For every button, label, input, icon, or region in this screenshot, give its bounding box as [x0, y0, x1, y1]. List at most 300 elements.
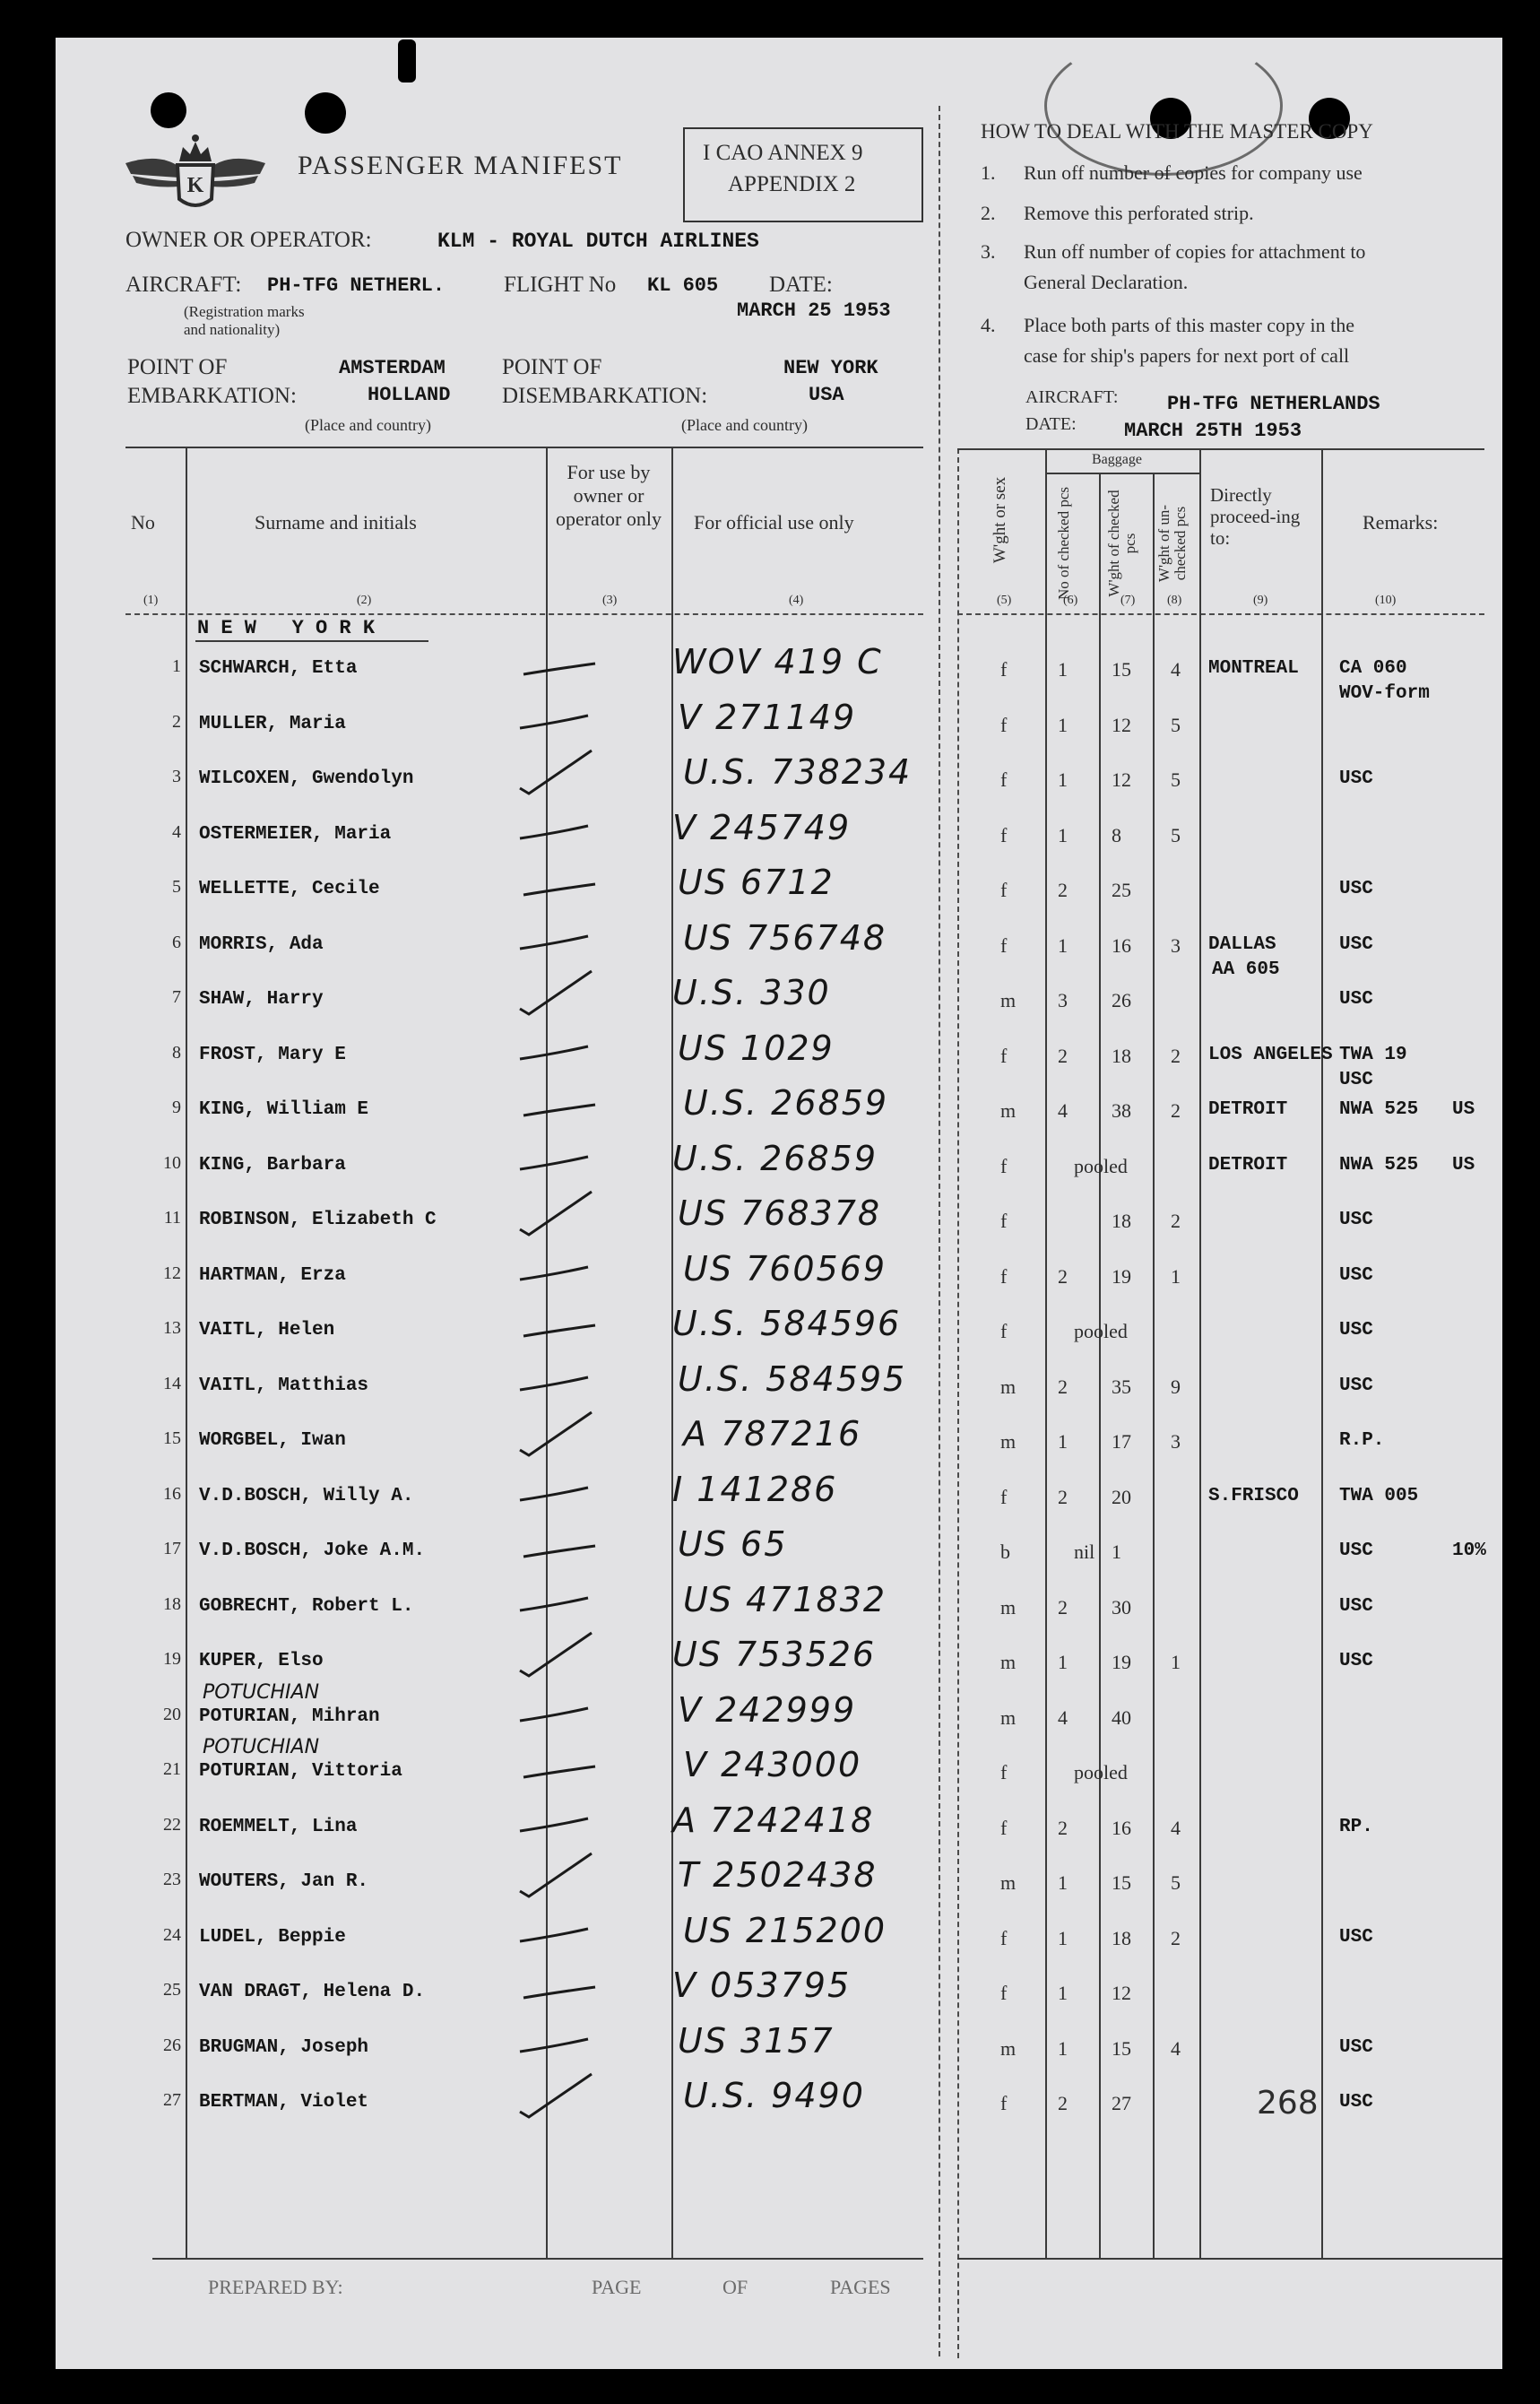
passenger-name: KUPER, Elso — [199, 1651, 324, 1671]
checked-pieces: 1 — [1058, 824, 1068, 846]
sex-value: f — [1000, 824, 1008, 846]
disembarkation-city: NEW YORK — [783, 357, 878, 379]
proceeding-to: DETROIT — [1208, 1155, 1288, 1176]
passenger-name: VAN DRAGT, Helena D. — [199, 1982, 426, 2002]
punch-hole — [305, 92, 346, 134]
footer-rule — [152, 2258, 923, 2260]
remarks-value: USC — [1339, 2037, 1373, 2058]
official-number: U.S. 584596 — [672, 1304, 902, 1343]
sex-value: f — [1000, 1982, 1008, 2004]
instruction-text: Remove this perforated strip. — [1024, 202, 1254, 224]
passenger-name: VAITL, Helen — [199, 1320, 335, 1341]
column-divider — [1045, 448, 1047, 2258]
instruction-text: Place both parts of this master copy in the — [1024, 314, 1355, 336]
check-mark — [502, 2012, 601, 2066]
row-number: 2 — [172, 712, 181, 732]
official-number: US 6712 — [678, 863, 835, 902]
column-number-rule — [957, 613, 1484, 615]
sex-value: f — [1000, 1761, 1008, 1783]
checked-pieces: 2 — [1058, 1596, 1068, 1619]
passenger-name: BERTMAN, Violet — [199, 2092, 369, 2113]
official-number: US 768378 — [678, 1193, 882, 1233]
check-mark — [502, 1295, 601, 1349]
date-value: MARCH 25 1953 — [737, 299, 891, 322]
official-number: U.S. 9490 — [683, 2076, 865, 2115]
instructions-date-label: DATE: — [1025, 414, 1077, 434]
passenger-name: SHAW, Harry — [199, 989, 324, 1010]
official-number: U.S. 26859 — [672, 1139, 878, 1178]
aircraft-value: PH-TFG NETHERL. — [267, 274, 446, 297]
column-divider — [1153, 473, 1155, 2258]
checked-pieces: 1 — [1058, 1927, 1068, 1949]
check-mark — [502, 1461, 601, 1514]
column-divider — [1321, 448, 1323, 2258]
flight-value: KL 605 — [647, 274, 719, 297]
date-label: DATE: — [769, 273, 833, 297]
checked-weight: 40 — [1112, 1706, 1131, 1729]
instructions-aircraft-label: AIRCRAFT: — [1025, 387, 1119, 407]
row-number: 7 — [172, 987, 181, 1007]
official-number: US 471832 — [683, 1580, 887, 1619]
sex-value: b — [1000, 1540, 1010, 1563]
embarkation-city: AMSTERDAM — [339, 357, 446, 379]
remarks-value: USC — [1339, 1651, 1373, 1671]
unchecked-weight: 1 — [1171, 1265, 1181, 1288]
passenger-name: WILCOXEN, Gwendolyn — [199, 768, 414, 789]
official-number: T 2502438 — [678, 1855, 878, 1895]
check-mark — [502, 1130, 601, 1184]
disembarkation-country: USA — [809, 384, 844, 406]
check-mark — [502, 1736, 601, 1790]
proceeding-to: MONTREAL — [1208, 658, 1299, 679]
sex-value: f — [1000, 1927, 1008, 1949]
checked-weight: 38 — [1112, 1099, 1131, 1122]
col-header-proceeding: Directly proceed-ing to: — [1210, 484, 1301, 549]
col-num: (8) — [1167, 594, 1182, 607]
official-number: A 787216 — [683, 1414, 862, 1454]
remarks-value: USC — [1339, 1540, 1373, 1561]
sex-value: f — [1000, 658, 1008, 681]
checked-weight: 1 — [1112, 1540, 1121, 1563]
checked-weight: 15 — [1112, 1871, 1131, 1894]
passenger-name: WELLETTE, Cecile — [199, 879, 380, 899]
row-number: 23 — [163, 1870, 181, 1889]
col-header-baggage: Baggage — [1092, 452, 1142, 467]
sex-value: f — [1000, 768, 1008, 791]
instruction-num: 4. — [981, 314, 996, 336]
col-num: (10) — [1375, 594, 1397, 607]
disembarkation-label: POINT OF — [502, 355, 602, 379]
check-mark — [502, 964, 601, 1018]
unchecked-weight: 4 — [1171, 2037, 1181, 2060]
checked-weight: 26 — [1112, 989, 1131, 1011]
unchecked-weight: 1 — [1171, 1651, 1181, 1673]
check-mark — [502, 1350, 601, 1404]
official-number: US 215200 — [683, 1911, 887, 1950]
remarks-extra: WOV-form — [1339, 683, 1430, 704]
row-number: 16 — [163, 1484, 181, 1504]
col-header-owner: For use by owner or operator only — [556, 461, 662, 530]
section-heading: N E W Y O R K — [197, 617, 376, 639]
sex-value: f — [1000, 1155, 1008, 1177]
checked-weight: 8 — [1112, 824, 1121, 846]
col-header-unchecked-weight: W'ght of un-checked pcs — [1155, 504, 1189, 583]
unchecked-weight: 3 — [1171, 934, 1181, 957]
row-number: 17 — [163, 1539, 181, 1558]
checked-pieces: 1 — [1058, 658, 1068, 681]
sex-value: f — [1000, 934, 1008, 957]
row-number: 20 — [163, 1705, 181, 1724]
col-header-official: For official use only — [694, 511, 854, 534]
row-number: 10 — [163, 1153, 181, 1173]
official-number: I 141286 — [672, 1470, 838, 1509]
checked-weight: 27 — [1112, 2092, 1131, 2114]
official-number: U.S. 738234 — [683, 752, 913, 792]
remarks-value: R.P. — [1339, 1430, 1385, 1451]
remarks-value: NWA 525 — [1339, 1155, 1419, 1176]
punch-mark — [398, 39, 416, 82]
pages-label: PAGES — [830, 2276, 891, 2298]
checked-pieces: 4 — [1058, 1706, 1068, 1729]
sex-value: f — [1000, 879, 1008, 901]
checked-weight: 16 — [1112, 934, 1131, 957]
remarks-extra: USC — [1339, 1070, 1373, 1090]
instruction-num: 3. — [981, 240, 996, 263]
check-mark — [502, 909, 601, 963]
col-header-sex: W'ght or sex — [991, 476, 1009, 564]
check-mark — [502, 1792, 601, 1845]
checked-pieces: 1 — [1058, 2037, 1068, 2060]
checked-pieces: 2 — [1058, 879, 1068, 901]
official-number: A 7242418 — [672, 1801, 875, 1840]
sex-value: f — [1000, 714, 1008, 736]
prepared-by-label: PREPARED BY: — [208, 2276, 343, 2298]
place-note: (Place and country) — [305, 416, 431, 434]
row-number: 8 — [172, 1043, 181, 1063]
of-label: OF — [722, 2276, 748, 2298]
checked-weight: 30 — [1112, 1596, 1131, 1619]
official-number: US 756748 — [683, 918, 887, 958]
checked-pieces: 1 — [1058, 768, 1068, 791]
remarks-value: TWA 005 — [1339, 1486, 1419, 1506]
remarks-value: USC — [1339, 1265, 1373, 1286]
disembarkation-label: DISEMBARKATION: — [502, 384, 708, 408]
icao-appendix: APPENDIX 2 — [728, 172, 856, 196]
instruction-text: case for ship's papers for next port of call — [1024, 344, 1350, 367]
checked-pieces: 1 — [1058, 1430, 1068, 1453]
row-number: 21 — [163, 1759, 181, 1779]
sex-value: f — [1000, 2092, 1008, 2114]
passenger-name: FROST, Mary E — [199, 1045, 346, 1065]
checked-pieces: 2 — [1058, 1817, 1068, 1839]
checked-weight: 16 — [1112, 1817, 1131, 1839]
check-mark — [502, 743, 601, 797]
col-num: (5) — [997, 594, 1012, 607]
row-number: 3 — [172, 767, 181, 786]
perforation-line — [939, 106, 940, 2356]
passenger-name: OSTERMEIER, Maria — [199, 824, 392, 845]
row-number: 27 — [163, 2090, 181, 2110]
unchecked-weight: 5 — [1171, 768, 1181, 791]
sex-value: m — [1000, 989, 1017, 1011]
klm-crown-logo — [124, 126, 267, 215]
column-divider — [1199, 448, 1201, 2258]
punch-hole — [151, 92, 186, 128]
remarks-value: USC — [1339, 1927, 1373, 1948]
page-total: 268 — [1257, 2085, 1319, 2122]
col-num: (6) — [1063, 594, 1078, 607]
baggage-rule — [1045, 473, 1199, 474]
check-mark — [502, 854, 601, 907]
checked-weight: 19 — [1112, 1651, 1131, 1673]
aircraft-label: AIRCRAFT: — [125, 273, 242, 297]
passenger-name: ROBINSON, Elizabeth C — [199, 1210, 437, 1230]
sex-value: m — [1000, 1376, 1017, 1398]
proceeding-to: LOS ANGELES — [1208, 1045, 1333, 1065]
instruction-num: 2. — [981, 202, 996, 224]
instruction-text: Run off number of copies for attachment to — [1024, 240, 1366, 263]
col-num: (9) — [1253, 594, 1268, 607]
icao-annex: I CAO ANNEX 9 — [703, 141, 863, 165]
col-header-name: Surname and initials — [255, 511, 417, 534]
passenger-name: VAITL, Matthias — [199, 1376, 369, 1396]
official-number: U.S. 330 — [672, 973, 831, 1012]
page-title: PASSENGER MANIFEST — [298, 151, 623, 180]
checked-weight: 20 — [1112, 1486, 1131, 1508]
sex-value: f — [1000, 1045, 1008, 1067]
proceeding-to: S.FRISCO — [1208, 1486, 1299, 1506]
passenger-name: BRUGMAN, Joseph — [199, 2037, 369, 2058]
passenger-name: HARTMAN, Erza — [199, 1265, 346, 1286]
unchecked-weight: 5 — [1171, 714, 1181, 736]
row-number: 6 — [172, 933, 181, 952]
remarks-value: CA 060 — [1339, 658, 1407, 679]
remarks-value: USC — [1339, 2092, 1373, 2113]
col-header-remarks: Remarks: — [1363, 511, 1439, 534]
instructions-aircraft-value: PH-TFG NETHERLANDS — [1167, 393, 1380, 415]
remarks-value: NWA 525 — [1339, 1099, 1419, 1120]
passenger-name: WORGBEL, Iwan — [199, 1430, 346, 1451]
check-mark — [502, 1515, 601, 1569]
official-stamp-circle — [1044, 36, 1283, 176]
unchecked-weight: 2 — [1171, 1927, 1181, 1949]
owner-label: OWNER OR OPERATOR: — [125, 228, 372, 252]
sex-value: f — [1000, 1486, 1008, 1508]
col-num: (4) — [789, 594, 804, 607]
row-number: 4 — [172, 822, 181, 842]
checked-weight: 15 — [1112, 658, 1131, 681]
row-number: 1 — [172, 656, 181, 676]
check-mark — [502, 1240, 601, 1294]
col-header-checked-pcs: No of checked pcs — [1055, 486, 1072, 601]
checked-weight: 18 — [1112, 1045, 1131, 1067]
checked-pieces: 1 — [1058, 1871, 1068, 1894]
remarks-value: USC — [1339, 1320, 1373, 1341]
col-num: (1) — [143, 594, 159, 607]
checked-pieces: 2 — [1058, 2092, 1068, 2114]
aircraft-note: and nationality) — [184, 321, 281, 338]
checked-weight: 17 — [1112, 1430, 1131, 1453]
instructions-date-value: MARCH 25TH 1953 — [1124, 420, 1302, 442]
passenger-name: SCHWARCH, Etta — [199, 658, 358, 679]
checked-weight: 25 — [1112, 879, 1131, 901]
official-number: V 053795 — [672, 1966, 852, 2005]
remarks-value: USC — [1339, 1596, 1373, 1617]
svg-text:K: K — [186, 174, 204, 197]
passenger-name: ROEMMELT, Lina — [199, 1817, 358, 1837]
col-num: (3) — [602, 594, 618, 607]
row-number: 18 — [163, 1594, 181, 1614]
instruction-text: General Declaration. — [1024, 271, 1189, 293]
row-number: 5 — [172, 877, 181, 897]
row-number: 12 — [163, 1263, 181, 1283]
unchecked-weight: 5 — [1171, 824, 1181, 846]
place-note: (Place and country) — [681, 416, 808, 434]
perforation-line — [957, 448, 959, 2358]
remarks-extra: US — [1452, 1155, 1475, 1176]
passenger-name: KING, Barbara — [199, 1155, 346, 1176]
passenger-name: V.D.BOSCH, Willy A. — [199, 1486, 414, 1506]
flight-label: FLIGHT No — [504, 273, 617, 297]
passenger-name: POTURIAN, Vittoria — [199, 1761, 402, 1782]
sex-value: m — [1000, 1871, 1017, 1894]
remarks-value: USC — [1339, 989, 1373, 1010]
unchecked-weight: 5 — [1171, 1871, 1181, 1894]
unchecked-weight: 9 — [1171, 1376, 1181, 1398]
section-underline — [195, 640, 428, 642]
check-mark — [502, 799, 601, 853]
row-number: 15 — [163, 1428, 181, 1448]
instruction-text: Run off number of copies for company use — [1024, 161, 1363, 184]
checked-weight: 19 — [1112, 1265, 1131, 1288]
table-top-rule — [957, 448, 1484, 450]
row-number: 22 — [163, 1815, 181, 1835]
official-number: V 243000 — [683, 1745, 862, 1784]
check-mark — [502, 1074, 601, 1128]
proceeding-to: DETROIT — [1208, 1099, 1288, 1120]
checked-pieces: pooled — [1074, 1761, 1128, 1783]
passenger-name: WOUTERS, Jan R. — [199, 1871, 369, 1892]
unchecked-weight: 4 — [1171, 1817, 1181, 1839]
row-number: 14 — [163, 1374, 181, 1393]
sex-value: m — [1000, 1430, 1017, 1453]
column-divider — [186, 447, 187, 2258]
sex-value: f — [1000, 1210, 1008, 1232]
check-mark — [502, 1020, 601, 1073]
checked-pieces: 2 — [1058, 1045, 1068, 1067]
instruction-num: 1. — [981, 161, 996, 184]
col-num: (7) — [1120, 594, 1136, 607]
checked-weight: 18 — [1112, 1927, 1131, 1949]
page-label: PAGE — [592, 2276, 642, 2298]
check-mark — [502, 1957, 601, 2010]
sex-value: m — [1000, 1596, 1017, 1619]
checked-weight: 15 — [1112, 2037, 1131, 2060]
check-mark — [502, 633, 601, 687]
owner-value: KLM - ROYAL DUTCH AIRLINES — [437, 230, 759, 253]
official-number: V 245749 — [672, 808, 852, 847]
checked-pieces: 1 — [1058, 1982, 1068, 2004]
checked-pieces: 2 — [1058, 1486, 1068, 1508]
sex-value: m — [1000, 1706, 1017, 1729]
footer-rule — [957, 2258, 1502, 2260]
checked-pieces: 1 — [1058, 714, 1068, 736]
column-divider — [1099, 473, 1101, 2258]
check-mark — [502, 1681, 601, 1735]
unchecked-weight: 2 — [1171, 1210, 1181, 1232]
embarkation-country: HOLLAND — [368, 384, 451, 406]
embarkation-label: POINT OF — [127, 355, 228, 379]
passenger-name: KING, William E — [199, 1099, 369, 1120]
remarks-value: USC — [1339, 1210, 1373, 1230]
official-number: US 65 — [678, 1524, 788, 1564]
instructions-title: HOW TO DEAL WITH THE MASTER COPY — [981, 120, 1373, 143]
passenger-name: LUDEL, Beppie — [199, 1927, 346, 1948]
unchecked-weight: 3 — [1171, 1430, 1181, 1453]
sex-value: m — [1000, 1099, 1017, 1122]
embarkation-label: EMBARKATION: — [127, 384, 297, 408]
checked-pieces: 1 — [1058, 1651, 1068, 1673]
checked-weight: 35 — [1112, 1376, 1131, 1398]
proceeding-to: DALLAS — [1208, 934, 1276, 955]
row-number: 26 — [163, 2035, 181, 2055]
official-number: U.S. 584595 — [678, 1359, 907, 1399]
remarks-value: USC — [1339, 879, 1373, 899]
passenger-name: MORRIS, Ada — [199, 934, 324, 955]
checked-pieces: pooled — [1074, 1320, 1128, 1342]
sex-value: f — [1000, 1817, 1008, 1839]
check-mark — [502, 1185, 601, 1238]
row-number: 25 — [163, 1980, 181, 2000]
name-correction: POTUCHIAN — [203, 1681, 320, 1704]
sex-value: m — [1000, 1651, 1017, 1673]
official-number: WOV 419 C — [672, 642, 883, 681]
passenger-name: V.D.BOSCH, Joke A.M. — [199, 1540, 426, 1561]
official-number: U.S. 26859 — [683, 1083, 889, 1123]
check-mark — [502, 1626, 601, 1679]
checked-weight: 12 — [1112, 1982, 1131, 2004]
col-header-checked-weight: W'ght of checked pcs — [1105, 490, 1138, 597]
remarks-value: TWA 19 — [1339, 1045, 1407, 1065]
checked-pieces: 2 — [1058, 1376, 1068, 1398]
row-number: 13 — [163, 1318, 181, 1338]
check-mark — [502, 1571, 601, 1625]
remarks-extra: 10% — [1452, 1540, 1486, 1561]
row-number: 9 — [172, 1098, 181, 1117]
checked-weight: 12 — [1112, 714, 1131, 736]
checked-pieces: 3 — [1058, 989, 1068, 1011]
checked-pieces: 4 — [1058, 1099, 1068, 1122]
sex-value: f — [1000, 1320, 1008, 1342]
check-mark — [502, 689, 601, 742]
row-number: 24 — [163, 1925, 181, 1945]
passenger-name: MULLER, Maria — [199, 714, 346, 734]
col-header-no: No — [131, 511, 155, 534]
checked-weight: 12 — [1112, 768, 1131, 791]
checked-pieces: 1 — [1058, 934, 1068, 957]
sex-value: m — [1000, 2037, 1017, 2060]
table-top-rule — [125, 447, 923, 448]
unchecked-weight: 4 — [1171, 658, 1181, 681]
official-number: V 271149 — [678, 698, 857, 737]
check-mark — [502, 1405, 601, 1459]
row-number: 19 — [163, 1649, 181, 1669]
remarks-value: USC — [1339, 1376, 1373, 1396]
remarks-value: USC — [1339, 934, 1373, 955]
remarks-value: RP. — [1339, 1817, 1373, 1837]
checked-weight: 18 — [1112, 1210, 1131, 1232]
official-number: US 3157 — [678, 2021, 835, 2061]
